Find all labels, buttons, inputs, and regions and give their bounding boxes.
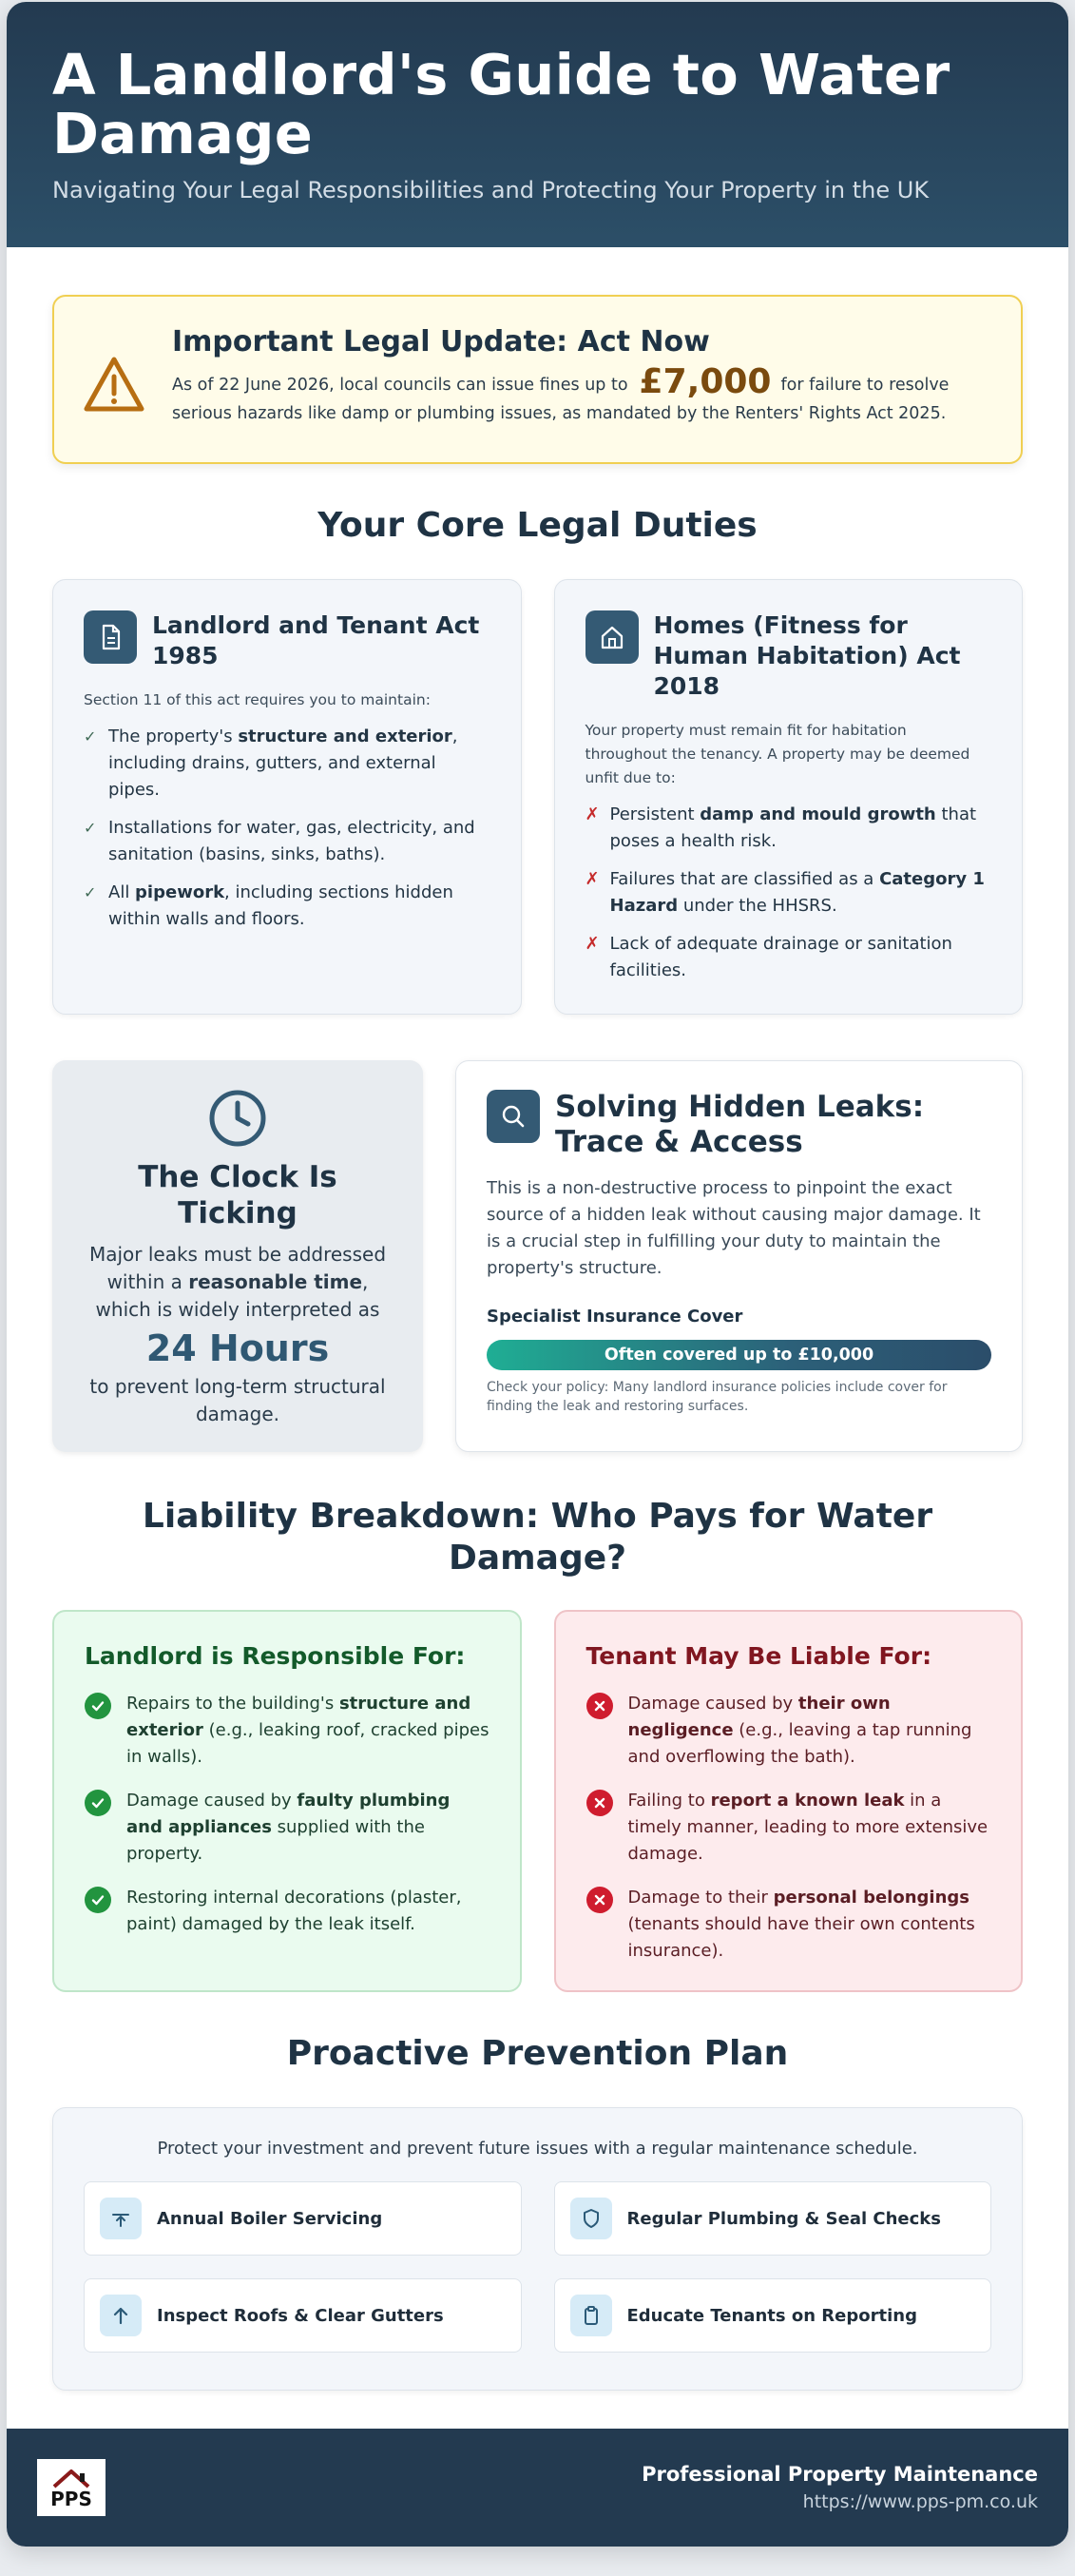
tenant-liable-card — [554, 1610, 1024, 1992]
prevention-item — [554, 2181, 992, 2256]
duty-card-title: Landlord and Tenant Act 1985 — [152, 611, 480, 669]
check-icon: ✓ — [84, 819, 97, 837]
duty-card-intro: Your property must remain fit for habitation throughout the tenancy. A property may be deemed unfit due to: — [585, 722, 970, 786]
clock-text: Major leaks must be addressed within a reasonable time, which is widely interpreted as — [88, 1243, 387, 1321]
company-url[interactable]: https://www.pps-pm.co.uk — [802, 2491, 1038, 2512]
list-item-text: All pipework, including sections hidden within walls and floors. — [108, 882, 453, 929]
clock-card — [52, 1060, 423, 1452]
insurance-note: Check your policy: Many landlord insurance policies include cover for finding the leak and restoring surfaces. — [487, 1380, 948, 1414]
clock-hours: 24 Hours — [145, 1327, 330, 1369]
warning-icon — [83, 354, 145, 416]
svg-text:PPS: PPS — [50, 2488, 92, 2510]
search-icon — [487, 1090, 540, 1143]
list-item — [84, 724, 490, 804]
list-item-text: Damage caused by their own negligence (e.g., leaving a tap running and overflowing the bath). — [627, 1694, 972, 1767]
list-item — [85, 1885, 490, 1938]
duty-card-title: Homes (Fitness for Human Habitation) Act 2018 — [653, 611, 961, 700]
prevention-section-title: Proactive Prevention Plan — [286, 2034, 789, 2073]
alert-title: Important Legal Update: Act Now — [172, 325, 710, 358]
list-item — [586, 1788, 991, 1868]
fine-amount: £7,000 — [639, 362, 772, 401]
tenant-card-title: Tenant May Be Liable For: — [585, 1642, 932, 1670]
list-item — [84, 815, 490, 868]
duty-list — [84, 724, 490, 933]
list-item — [85, 1788, 490, 1868]
list-item-text: Restoring internal decorations (plaster, paint) damaged by the leak itself. — [126, 1888, 462, 1934]
legal-update-alert — [52, 295, 1023, 464]
cross-icon: ✗ — [585, 934, 600, 954]
page-title: A Landlord's Guide to Water Damage — [52, 42, 950, 166]
prevention-item — [84, 2278, 522, 2353]
prevention-intro: Protect your investment and prevent future issues with a regular maintenance schedule. — [157, 2139, 918, 2159]
hidden-leaks-card — [455, 1060, 1023, 1452]
list-item — [85, 1691, 490, 1771]
landlord-card-title: Landlord is Responsible For: — [85, 1642, 466, 1670]
check-icon: ✓ — [84, 727, 97, 746]
prevention-item-label: Educate Tenants on Reporting — [626, 2305, 917, 2326]
duties-section-title: Your Core Legal Duties — [317, 506, 758, 545]
duty-card-tenant-act — [52, 579, 522, 1015]
check-circle-icon — [85, 1887, 111, 1913]
x-circle-icon — [586, 1887, 613, 1913]
list-item-text: Failing to report a known leak in a timely manner, leading to more extensive damage. — [627, 1791, 989, 1864]
x-circle-icon — [586, 1790, 613, 1816]
x-circle-icon — [586, 1693, 613, 1719]
arrow-up-icon — [100, 2295, 142, 2336]
duty-card-fitness-act — [554, 579, 1024, 1015]
insurance-cover-bar: Often covered up to £10,000 — [487, 1340, 991, 1370]
duty-card-intro: Section 11 of this act requires you to maintain: — [84, 691, 431, 708]
document-icon — [84, 610, 137, 664]
list-item-text: Damage to their personal belongings (tenants should have their own contents insurance). — [627, 1888, 975, 1961]
shield-icon — [570, 2198, 612, 2239]
check-circle-icon — [85, 1693, 111, 1719]
check-icon: ✓ — [84, 883, 97, 901]
leaks-title: Solving Hidden Leaks: Trace & Access — [555, 1090, 925, 1159]
clock-title: The Clock Is Ticking — [138, 1160, 337, 1230]
landlord-list — [85, 1691, 490, 1938]
liability-section-title: Liability Breakdown: Who Pays for Water Damage? — [142, 1497, 933, 1578]
cross-icon: ✗ — [585, 804, 600, 824]
page-header — [7, 2, 1068, 247]
list-item-text: Repairs to the building's structure and exterior (e.g., leaking roof, cracked pipes in walls). — [126, 1694, 490, 1767]
prevention-item-label: Inspect Roofs & Clear Gutters — [157, 2305, 444, 2326]
prevention-item-label: Annual Boiler Servicing — [157, 2208, 383, 2229]
alert-text: As of 22 June 2026, local councils can issue fines up to £7,000 for failure to resolve serious hazards like damp or plumbing issues, as mandated by the Renters' Rights Act 2025. — [172, 362, 950, 423]
list-item — [585, 802, 992, 855]
insurance-title: Specialist Insurance Cover — [487, 1307, 743, 1327]
list-item — [586, 1885, 991, 1965]
clock-text-end: to prevent long-term structural damage. — [89, 1375, 386, 1425]
duty-list — [585, 802, 992, 984]
page-footer — [7, 2429, 1068, 2547]
list-item — [84, 880, 490, 933]
list-item — [586, 1691, 991, 1771]
list-item-text: The property's structure and exterior, including drains, gutters, and external pipes. — [108, 726, 458, 800]
list-item-text: Persistent damp and mould growth that poses a health risk. — [609, 804, 977, 851]
list-item-text: Lack of adequate drainage or sanitation facilities. — [609, 934, 952, 980]
boiler-icon — [100, 2198, 142, 2239]
tenant-list — [586, 1691, 991, 1965]
page-subtitle: Navigating Your Legal Responsibilities and Protecting Your Property in the UK — [52, 177, 930, 203]
prevention-box — [52, 2107, 1023, 2391]
list-item-text: Failures that are classified as a Category 1 Hazard under the HHSRS. — [609, 869, 985, 916]
clock-icon — [208, 1089, 267, 1148]
list-item — [585, 866, 992, 920]
prevention-item — [554, 2278, 992, 2353]
landlord-responsible-card — [52, 1610, 522, 1992]
prevention-item — [84, 2181, 522, 2256]
prevention-item-label: Regular Plumbing & Seal Checks — [626, 2208, 941, 2229]
home-icon — [585, 610, 639, 664]
company-name: Professional Property Maintenance — [642, 2463, 1038, 2486]
list-item-text: Damage caused by faulty plumbing and appliances supplied with the property. — [126, 1791, 451, 1864]
list-item — [585, 931, 992, 984]
company-logo — [37, 2459, 106, 2516]
leaks-description: This is a non-destructive process to pinpoint the exact source of a hidden leak without causing major damage. It is a crucial step in fulfilling your duty to maintain the property's structure. — [487, 1178, 981, 1278]
check-circle-icon — [85, 1790, 111, 1816]
clipboard-icon — [570, 2295, 612, 2336]
list-item-text: Installations for water, gas, electricity, and sanitation (basins, sinks, baths). — [108, 818, 475, 864]
infographic-page — [7, 2, 1068, 2547]
cross-icon: ✗ — [585, 869, 600, 889]
